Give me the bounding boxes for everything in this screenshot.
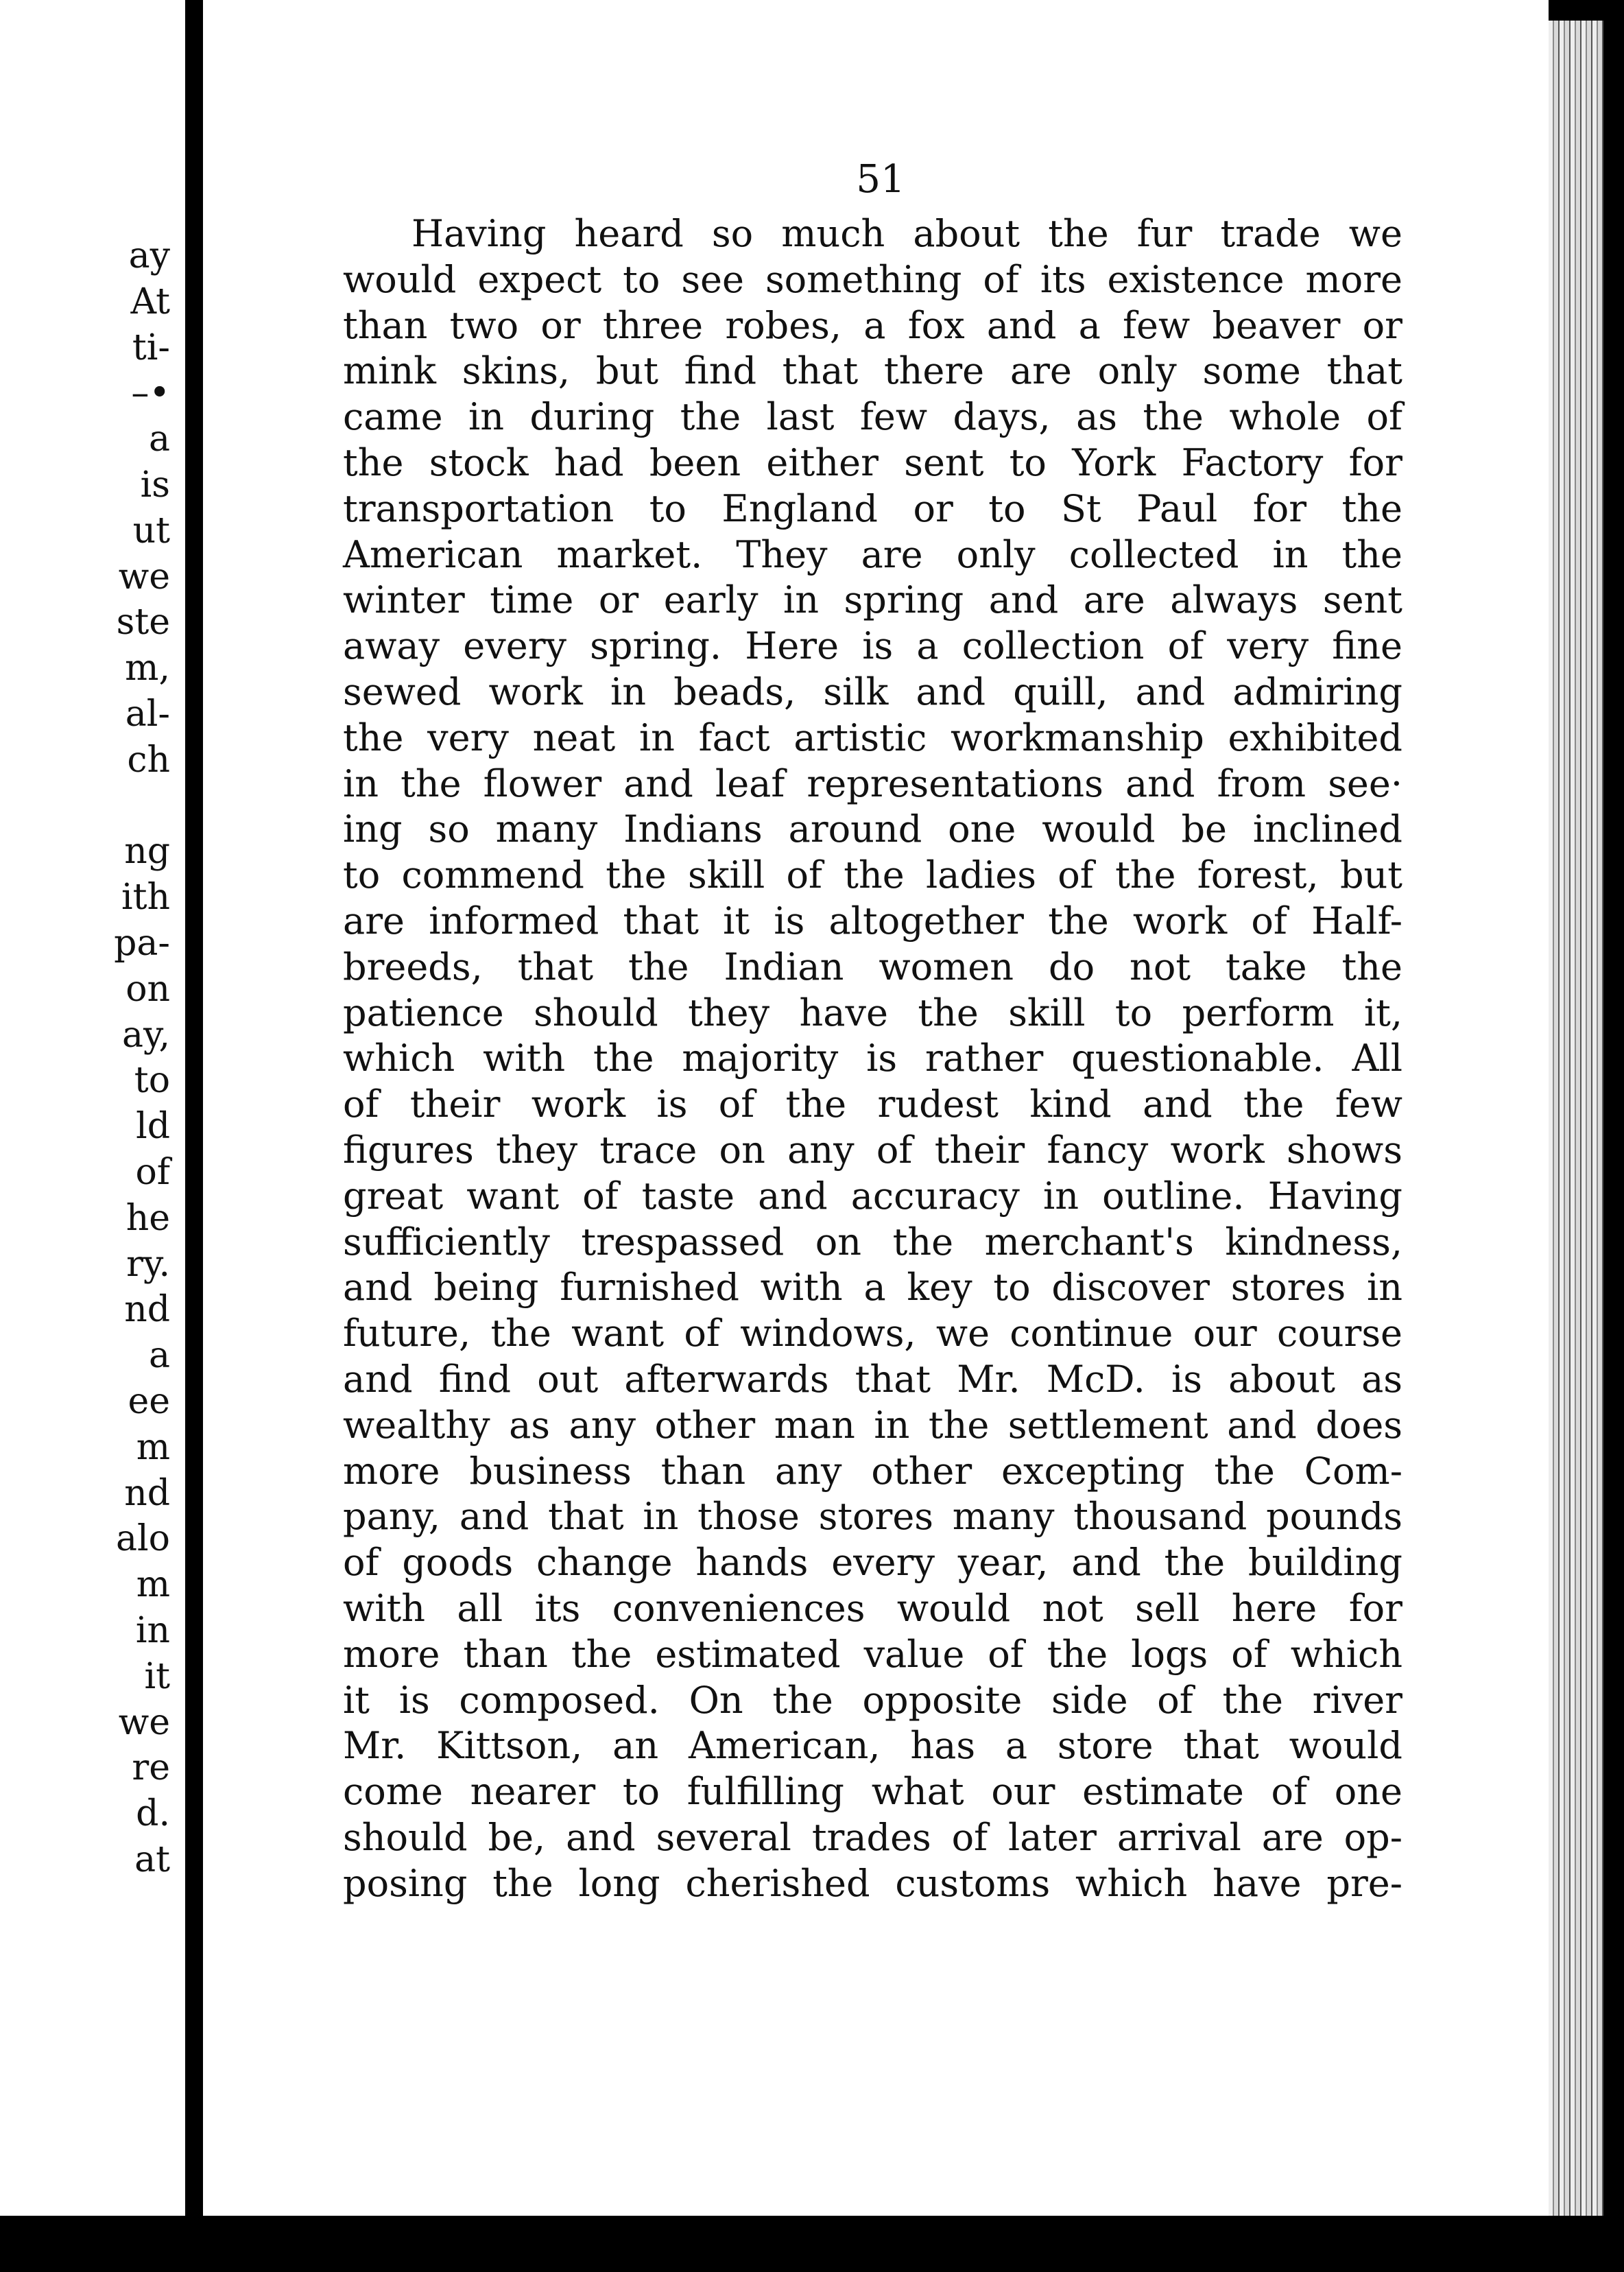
text-line: and being furnished with a key to discover stores in — [343, 1266, 1402, 1310]
left-page-fragment: ste — [116, 602, 170, 643]
left-page-fragments — [33, 233, 170, 1883]
left-page-fragment: pa- — [114, 922, 170, 964]
left-page-fragment: of — [135, 1151, 170, 1193]
left-page-fragment: a — [148, 418, 170, 460]
left-page-fragment: ch — [127, 739, 170, 781]
text-line: away every spring. Here is a collection of very fine — [343, 624, 1402, 668]
text-line: sufficiently trespassed on the merchant's kindness, — [343, 1220, 1402, 1264]
left-page-fragment: m — [136, 1426, 170, 1468]
text-line: pany, and that in those stores many thousand pounds — [343, 1495, 1402, 1539]
text-line: posing the long cherished customs which have pre- — [343, 1861, 1402, 1905]
left-page-fragment: he — [126, 1197, 170, 1239]
left-page-fragment: at — [134, 1838, 170, 1880]
text-line: figures they trace on any of their fancy work shows — [343, 1128, 1402, 1172]
text-line: wealthy as any other man in the settlement and does — [343, 1403, 1402, 1447]
left-page-fragment: ee — [128, 1380, 170, 1422]
left-page-fragment: al- — [125, 693, 170, 735]
text-line: come nearer to fulfilling what our estimate of one — [343, 1770, 1402, 1814]
text-line: would expect to see something of its existence more — [343, 257, 1402, 301]
page-number: 51 — [856, 157, 905, 202]
text-line: are informed that it is altogether the work of Half- — [343, 899, 1402, 943]
text-line: great want of taste and accuracy in outline. Having — [343, 1174, 1402, 1218]
text-line: should be, and several trades of later arrival are op- — [343, 1815, 1402, 1859]
left-page-fragment: ay — [128, 235, 170, 276]
left-page-fragment: a — [148, 1335, 170, 1377]
text-line: more business than any other excepting the Com- — [343, 1449, 1402, 1493]
left-page-fragment: ng — [124, 831, 170, 873]
left-page-fragment: ti- — [132, 327, 170, 368]
left-page-fragment — [33, 783, 170, 829]
book-gutter — [185, 0, 203, 2216]
left-page-fragment: ith — [121, 877, 170, 919]
left-page-fragment: re — [132, 1747, 170, 1789]
text-line: to commend the skill of the ladies of the forest, but — [343, 853, 1402, 897]
text-line: sewed work in beads, silk and quill, and admiring — [343, 670, 1402, 713]
left-page-fragment: nd — [124, 1289, 170, 1331]
left-page-fragment: –• — [131, 372, 170, 414]
text-line: of their work is of the rudest kind and the few — [343, 1082, 1402, 1126]
text-line: Having heard so much about the fur trade we — [411, 212, 1402, 255]
text-line: in the flower and leaf representations and from see· — [343, 761, 1402, 805]
text-line: with all its conveniences would not sell here for — [343, 1586, 1402, 1630]
text-line: and find out afterwards that Mr. McD. is about as — [343, 1357, 1402, 1401]
left-page-fragment: to — [134, 1060, 170, 1102]
text-line: mink skins, but find that there are only some that — [343, 349, 1402, 393]
left-page-edge — [0, 0, 185, 2216]
left-page-fragment: d. — [136, 1793, 170, 1835]
text-line: which with the majority is rather questionable. All — [343, 1037, 1402, 1080]
text-line: patience should they have the skill to perform it, — [343, 991, 1402, 1034]
left-page-fragment: ry. — [126, 1243, 170, 1285]
left-page-fragment: ld — [136, 1106, 170, 1148]
text-line: winter time or early in spring and are always sent — [343, 578, 1402, 622]
text-line: it is composed. On the opposite side of the river — [343, 1678, 1402, 1722]
text-line: future, the want of windows, we continue our course — [343, 1312, 1402, 1356]
left-page-fragment: it — [144, 1655, 170, 1697]
text-line: more than the estimated value of the logs of which — [343, 1632, 1402, 1676]
text-line: breeds, that the Indian women do not take the — [343, 945, 1402, 989]
left-page-fragment: is — [140, 464, 170, 506]
body-text — [343, 211, 1402, 1906]
left-page-fragment: alo — [116, 1518, 170, 1560]
left-page-fragment: we — [118, 556, 170, 597]
text-line: came in during the last few days, as the whole of — [343, 395, 1402, 439]
page-stack-edge — [1549, 21, 1603, 2216]
text-line: ing so many Indians around one would be inclined — [343, 807, 1402, 851]
text-line: of goods change hands every year, and the building — [343, 1541, 1402, 1585]
text-line: than two or three robes, a fox and a few beaver or — [343, 303, 1402, 347]
text-line: American market. They are only collected in the — [343, 532, 1402, 576]
scan-border-right — [1603, 0, 1624, 2272]
left-page-fragment: ut — [132, 510, 170, 552]
left-page-fragment: we — [118, 1701, 170, 1743]
text-line: transportation to England or to St Paul for the — [343, 486, 1402, 530]
left-page-fragment: nd — [124, 1472, 170, 1514]
left-page-fragment: ay, — [121, 1014, 170, 1056]
text-line: the very neat in fact artistic workmanship exhibited — [343, 715, 1402, 759]
left-page-fragment: m, — [125, 648, 170, 689]
left-page-fragment: on — [126, 968, 170, 1010]
left-page-fragment: m — [136, 1564, 170, 1606]
text-line: Mr. Kittson, an American, has a store that would — [343, 1724, 1402, 1768]
text-line: the stock had been either sent to York Factory for — [343, 440, 1402, 484]
scan-border-bottom — [0, 2216, 1624, 2272]
left-page-fragment: in — [135, 1609, 170, 1651]
left-page-fragment: At — [130, 281, 170, 322]
